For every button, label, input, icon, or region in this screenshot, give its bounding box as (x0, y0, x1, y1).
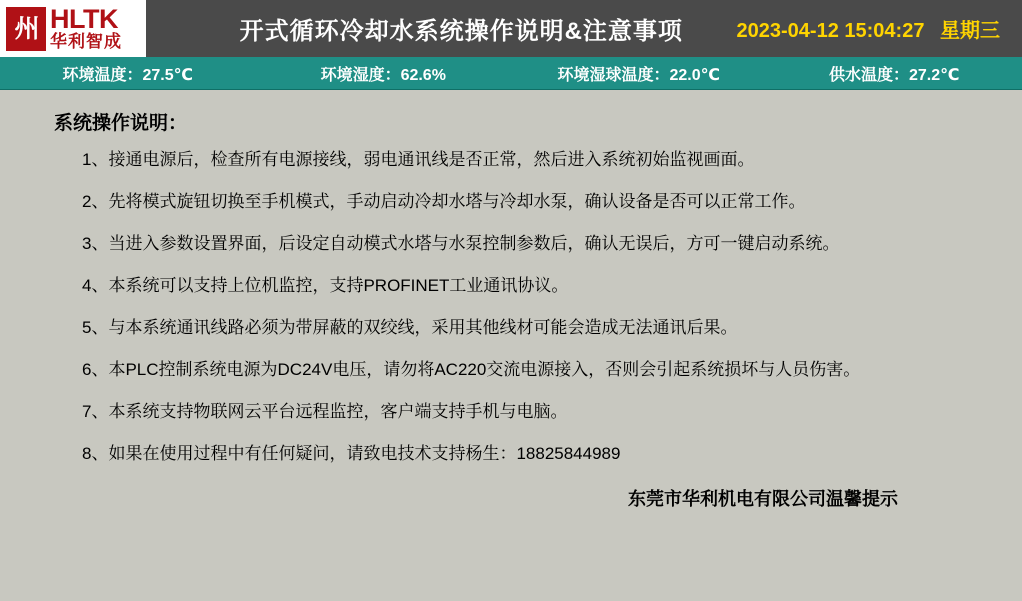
company-logo (0, 0, 146, 57)
status-wet-bulb-temperature: 环境湿球温度：22.0℃ (557, 66, 721, 84)
company-signature: 东莞市华利机电有限公司温馨提示 (628, 489, 898, 509)
status-ambient-humidity: 环境湿度：62.6% (320, 66, 446, 84)
instruction-list (28, 149, 994, 465)
list-item: 3、当进入参数设置界面，后设定自动模式水塔与水泵控制参数后，确认无误后，方可一键启动系统。 (82, 234, 840, 253)
list-item: 5、与本系统通讯线路必须为带屏蔽的双绞线，采用其他线材可能会造成无法通讯后果。 (82, 318, 738, 337)
hl-monogram-icon: 州 (6, 7, 46, 51)
page-title: 开式循环冷却水系统操作说明&注意事项 (239, 18, 683, 45)
environment-status-bar (0, 57, 1022, 90)
clock-datetime: 2023-04-12 15:04:27 (736, 20, 925, 42)
instructions-panel (0, 90, 1022, 601)
list-item: 7、本系统支持物联网云平台远程监控，客户端支持手机与电脑。 (82, 402, 568, 421)
logo-text-cn: 华利智成 (50, 32, 122, 51)
status-supply-water-temperature: 供水温度：27.2℃ (828, 66, 960, 84)
list-item: 2、先将模式旋钮切换至手机模式，手动启动冷却水塔与冷却水泵，确认设备是否可以正常工作。 (82, 192, 806, 211)
list-item: 6、本PLC控制系统电源为DC24V电压，请勿将AC220交流电源接入，否则会引起系统损坏与人员伤害。 (82, 360, 861, 379)
logo-text (50, 6, 122, 51)
section-title: 系统操作说明： (54, 113, 188, 134)
list-item: 8、如果在使用过程中有任何疑问，请致电技术支持杨生：18825844989 (82, 444, 621, 463)
clock (737, 14, 1022, 43)
clock-weekday: 星期三 (940, 20, 1000, 42)
logo-text-en: HLTK (50, 4, 118, 34)
header-bar (0, 0, 1022, 57)
list-item: 1、接通电源后，检查所有电源接线，弱电通讯线是否正常，然后进入系统初始监视画面。 (82, 150, 755, 169)
status-ambient-temperature: 环境温度：27.5℃ (62, 66, 194, 84)
list-item: 4、本系统可以支持上位机监控，支持PROFINET工业通讯协议。 (82, 276, 569, 295)
